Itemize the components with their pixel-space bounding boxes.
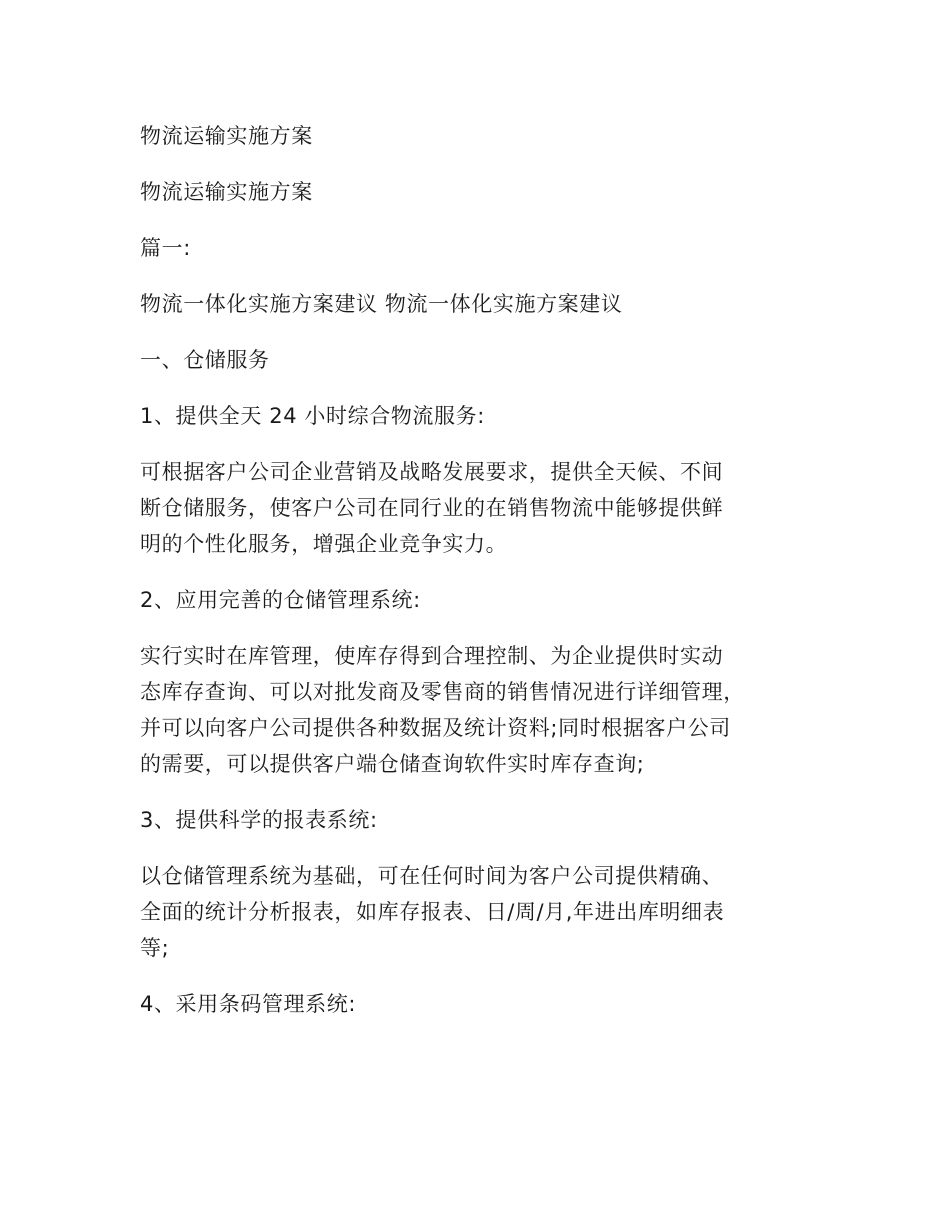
paragraph-line: 以仓储管理系统为基础，可在任何时间为客户公司提供精确、 — [140, 864, 724, 888]
paragraph-line: 实行实时在库管理，使库存得到合理控制、为企业提供时实动 — [140, 644, 724, 668]
section-title-warehousing: 一、仓储服务 — [140, 348, 270, 372]
paragraph-line: 态库存查询、可以对批发商及零售商的销售情况进行详细管理， — [140, 680, 745, 704]
paragraph-line: 等; — [140, 936, 170, 960]
item-1-heading: 1、提供全天 24 小时综合物流服务: — [140, 404, 485, 428]
paragraph-line: 全面的统计分析报表，如库存报表、日/周/月,年进出库明细表 — [140, 900, 725, 924]
paragraph-line: 可根据客户公司企业营销及战略发展要求，提供全天候、不间 — [140, 460, 724, 484]
item-4-heading: 4、采用条码管理系统: — [140, 992, 357, 1016]
section-heading: 物流一体化实施方案建议 物流一体化实施方案建议 — [140, 292, 623, 316]
item-2-paragraph — [140, 638, 820, 782]
item-1-paragraph — [140, 454, 820, 562]
paragraph-line: 的需要，可以提供客户端仓储查询软件实时库存查询; — [140, 752, 645, 776]
item-3-paragraph — [140, 858, 820, 966]
paragraph-line: 断仓储服务，使客户公司在同行业的在销售物流中能够提供鲜 — [140, 496, 724, 520]
item-3-heading: 3、提供科学的报表系统: — [140, 808, 378, 832]
document-title: 物流运输实施方案 — [140, 124, 313, 148]
document-subtitle: 物流运输实施方案 — [140, 180, 313, 204]
item-2-heading: 2、应用完善的仓储管理系统: — [140, 588, 421, 612]
document-body — [140, 118, 820, 1022]
chapter-label: 篇一: — [140, 236, 191, 260]
paragraph-line: 明的个性化服务，增强企业竞争实力。 — [140, 532, 508, 556]
paragraph-line: 并可以向客户公司提供各种数据及统计资料;同时根据客户公司 — [140, 716, 731, 740]
